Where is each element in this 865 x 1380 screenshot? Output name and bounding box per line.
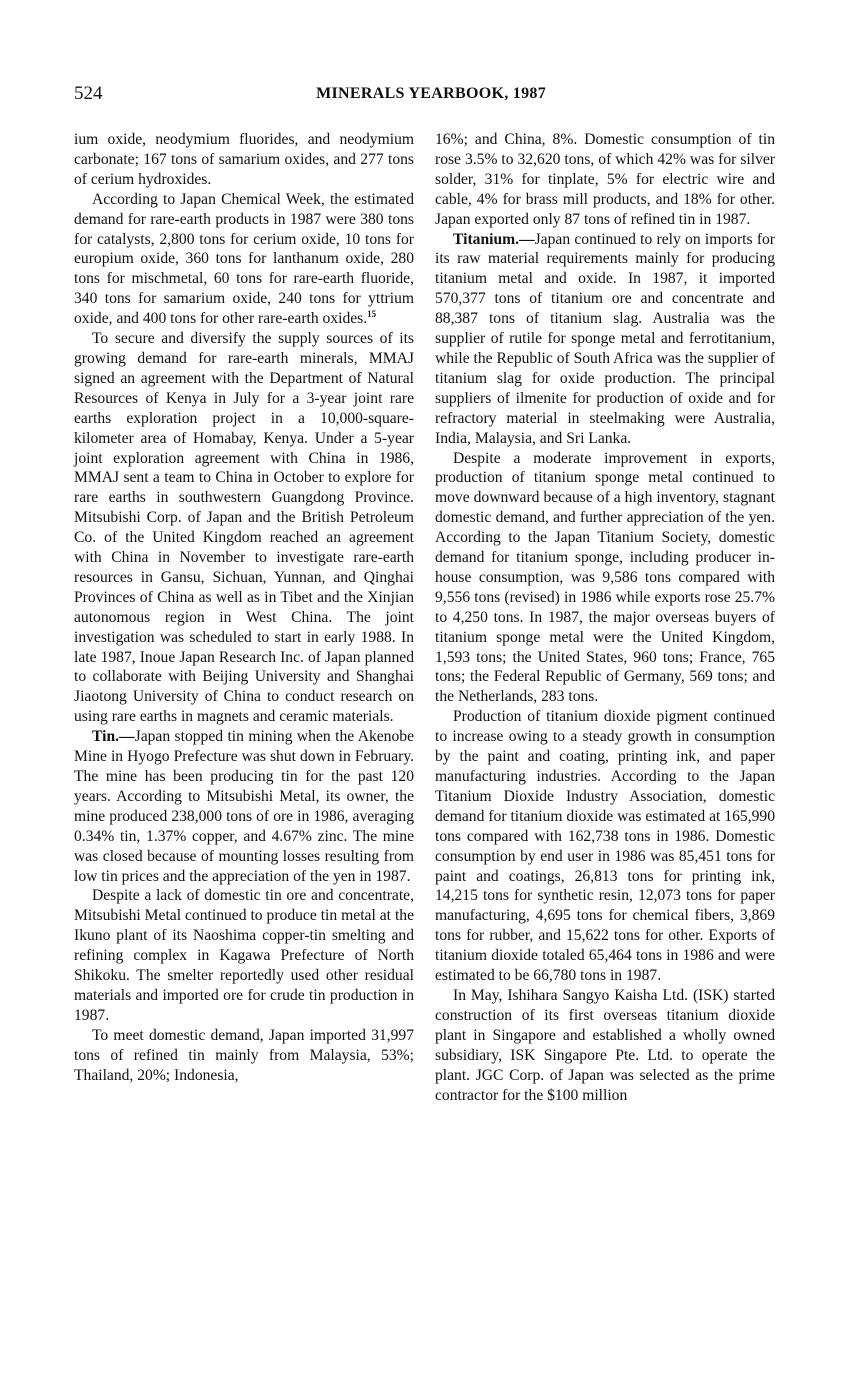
footnote-marker: 15 xyxy=(367,308,377,319)
right-column xyxy=(435,130,775,1105)
paragraph-rare-earth-demand xyxy=(74,190,414,329)
paragraph-tin-consumption: 16%; and China, 8%. Domestic consumption of tin rose 3.5% to 32,620 tons, of which 42% was for silver solder, 31% for tinplate, 5% for electric wire and cable, 4% for brass mill products, and 18% for other. Japan exported only 87 tons of refined tin in 1987. xyxy=(435,131,775,228)
page-number: 524 xyxy=(74,83,103,104)
paragraph-titanium-sponge: Despite a moderate improvement in exports, production of titanium sponge metal continued to move downward because of a high inventory, stagnant domestic demand, and further appreciation of the yen. According to the Japan Titanium Society, domestic demand for titanium sponge, including producer in-house consumption, was 9,586 tons compared with 9,556 tons (revised) in 1986 while exports rose 25.7% to 4,250 tons. In 1987, the major overseas buyers of titanium sponge metal were the United Kingdom, 1,593 tons; the United States, 960 tons; France, 765 tons; the Federal Republic of Germany, 569 tons; and the Netherlands, 283 tons. xyxy=(435,449,775,706)
paragraph-text: Japan continued to rely on imports for its raw material requirements mainly for producing titanium metal and oxide. In 1987, it imported 570,377 tons of titanium ore and concentrate and 88,387 tons of titanium slag. Australia was the supplier of rutile for sponge metal and ferrotitanium, while the Republic of South Africa was the supplier of titanium slag for oxide production. The principal suppliers of ilmenite for production of oxide and for refractory material in steelmaking were Australia, India, Malaysia, and Sri Lanka. xyxy=(435,230,775,447)
paragraph-text: Japan stopped tin mining when the Akenobe Mine in Hyogo Prefecture was shut down in February. The mine has been producing tin for the past 120 years. According to Mitsubishi Metal, its owner, the mine produced 238,000 tons of ore in 1986, averaging 0.34% tin, 1.37% copper, and 4.67% zinc. The mine was closed because of mounting losses resulting from low tin prices and the appreciation of the yen in 1987. xyxy=(74,728,414,885)
running-title: MINERALS YEARBOOK, 1987 xyxy=(316,85,546,102)
left-column xyxy=(74,130,414,1086)
paragraph-isk-singapore: In May, Ishihara Sangyo Kaisha Ltd. (ISK) started construction of its first overseas titanium dioxide plant in Singapore and established a wholly owned subsidiary, ISK Singapore Pte. Ltd. to operate the plant. JGC Corp. of Japan was selected as the prime contractor for the $100 million xyxy=(435,986,775,1104)
paragraph-tin-imports: To meet domestic demand, Japan imported 31,997 tons of refined tin mainly from Malaysia, 53%; Thailand, 20%; Indonesia, xyxy=(74,1026,414,1084)
paragraph-rare-earth-continued: ium oxide, neodymium fluorides, and neodymium carbonate; 167 tons of samarium oxides, and 277 tons of cerium hydroxides. xyxy=(74,131,414,188)
section-heading-tin: Tin.— xyxy=(92,728,135,746)
paragraph-rare-earth-exploration: To secure and diversify the supply sources of its growing demand for rare-earth minerals, MMAJ signed an agreement with the Department of Natural Resources of Kenya in July for a 3-year joint rare earths exploration project in a 10,000-square-kilometer area of Homabay, Kenya. Under a 5-year joint exploration agreement with China in 1986, MMAJ sent a team to China in October to explore for rare earths in southwestern Guangdong Province. Mitsubishi Corp. of Japan and the British Petroleum Co. of the United Kingdom reached an agreement with China in November to investigate rare-earth resources in Gansu, Sichuan, Yunnan, and Qinghai Provinces of China as well as in Tibet and the Xinjian autonomous region in West China. The joint investigation was scheduled to start in early 1988. In late 1987, Inoue Japan Research Inc. of Japan planned to collaborate with Beijing University and Shanghai Jiaotong University of China to conduct research on using rare earths in magnets and ceramic materials. xyxy=(74,330,414,726)
paragraph-text: According to Japan Chemical Week, the estimated demand for rare-earth products in 1987 were 380 tons for catalysts, 2,800 tons for cerium oxide, 10 tons for europium oxide, 360 tons for lanthanum oxide, 280 tons for mischmetal, 60 tons for rare-earth fluoride, 340 tons for samarium oxide, 240 tons for yttrium oxide, and 400 tons for other rare-earth oxides. xyxy=(74,190,414,328)
paragraph-titanium-dioxide: Production of titanium dioxide pigment continued to increase owing to a steady growth in consumption by the paint and coating, printing ink, and paper manufacturing industries. According to the Japan Titanium Dioxide Industry Association, domestic demand for titanium dioxide was estimated at 165,990 tons compared with 162,738 tons in 1986. Domestic consumption by end user in 1986 was 85,451 tons for paint and coatings, 26,813 tons for printing ink, 14,215 tons for synthetic resin, 12,073 tons for paper manufacturing, 4,695 tons for chemical fibers, 3,869 tons for rubber, and 15,622 tons for other. Exports of titanium dioxide totaled 65,464 tons in 1986 and were estimated to be 66,780 tons in 1987. xyxy=(435,708,775,985)
paragraph-tin-smelting: Despite a lack of domestic tin ore and concentrate, Mitsubishi Metal continued to produce tin metal at the Ikuno plant of its Naoshima copper-tin smelting and refining complex in Kagawa Prefecture of North Shikoku. The smelter reportedly used other residual materials and imported ore for crude tin production in 1987. xyxy=(74,887,414,1024)
section-heading-titanium: Titanium.— xyxy=(453,230,535,248)
paragraph-tin xyxy=(74,727,414,886)
running-header xyxy=(74,80,776,108)
paragraph-titanium xyxy=(435,230,775,449)
